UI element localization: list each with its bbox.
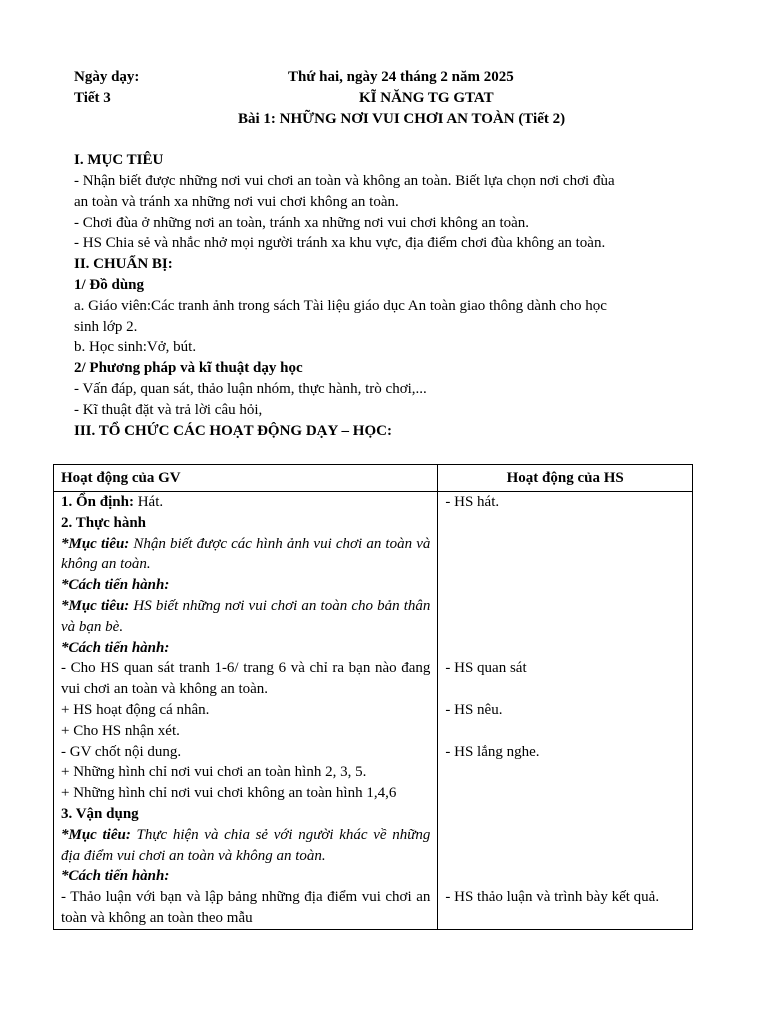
date-value: Thứ hai, ngày 24 tháng 2 năm 2025 [288, 69, 514, 85]
header-row-3 [74, 109, 694, 130]
lesson-title: Bài 1: NHỮNG NƠI VUI CHƠI AN TOÀN (Tiết 2) [238, 110, 566, 127]
section1-item: - Chơi đùa ở những nơi an toàn, tránh xa những nơi vui chơi không an toàn. [74, 214, 530, 231]
date-label: Ngày dạy: [74, 69, 140, 85]
gv-procedure-label: *Cách tiến hành: [61, 577, 170, 594]
col-header-hs: Hoạt động của HS [438, 465, 693, 492]
gv-procedure-label: *Cách tiến hành: [61, 868, 170, 885]
section2-title: II. CHUẨN BỊ: [74, 256, 173, 273]
section3-title: III. TỔ CHỨC CÁC HOẠT ĐỘNG DẠY – HỌC: [74, 422, 392, 439]
table-header-row [54, 465, 693, 492]
period-label: Tiết 3 [74, 89, 111, 106]
hs-activity: - HS lắng nghe. [445, 743, 540, 760]
gv-step-2: 2. Thực hành [61, 514, 147, 531]
gv-activity: + Những hình chỉ nơi vui chơi không an toàn hình 1,4,6 [61, 785, 397, 802]
gv-activity: - Cho HS quan sát tranh 1-6/ trang 6 và chỉ ra bạn nào đang vui chơi an toàn và không an toàn. [61, 660, 431, 698]
section1-title: I. MỤC TIÊU [74, 152, 164, 169]
gv-activities [54, 492, 438, 930]
gv-step-1: 1. Ổn định: Hát. [61, 494, 164, 510]
gv-objective-1: *Mục tiêu: Nhận biết được các hình ảnh vui chơi an toàn và không an toàn. [61, 535, 431, 573]
col-header-gv: Hoạt động của GV [54, 465, 438, 492]
gv-activity: + HS hoạt động cá nhân. [61, 701, 210, 718]
hs-activity: - HS nêu. [445, 701, 503, 718]
activity-table [53, 464, 693, 930]
section2-sub2-item: - Vấn đáp, quan sát, thảo luận nhóm, thực hành, trò chơi,... [74, 380, 427, 397]
gv-activity: + Cho HS nhận xét. [61, 722, 180, 739]
gv-activity: - GV chốt nội dung. [61, 743, 182, 760]
subject-title: KĨ NĂNG TG GTAT [359, 89, 494, 106]
lesson-document [74, 67, 694, 441]
header-row-2 [74, 88, 694, 109]
section2-sub2-item: - Kĩ thuật đặt và trả lời câu hỏi, [74, 401, 263, 418]
gv-objective-3: *Mục tiêu: Thực hiện và chia sẻ với người khác về những địa điểm vui chơi an toàn và không an toàn. [61, 826, 431, 864]
hs-activities [438, 492, 693, 930]
section2-sub1-item: b. Học sinh:Vở, bút. [74, 339, 197, 356]
section1-item: - HS Chia sẻ và nhắc nhở mọi người tránh xa khu vực, địa điểm chơi đùa không an toàn. [74, 235, 606, 252]
gv-objective-2: *Mục tiêu: HS biết những nơi vui chơi an toàn cho bản thân và bạn bè. [61, 597, 431, 635]
gv-procedure-label: *Cách tiến hành: [61, 639, 170, 656]
gv-activity: + Những hình chỉ nơi vui chơi an toàn hình 2, 3, 5. [61, 764, 367, 781]
hs-activity: - HS thảo luận và trình bày kết quả. [445, 889, 660, 906]
gv-activity: - Thảo luận với bạn và lập bảng những địa điểm vui chơi an toàn và không an toàn theo mẫu [61, 889, 431, 926]
section2-sub1-item: sinh lớp 2. [74, 318, 138, 335]
section2-sub1-item: a. Giáo viên:Các tranh ảnh trong sách Tài liệu giáo dục An toàn giao thông dành cho học [74, 297, 607, 314]
header-row-1 [74, 67, 694, 88]
hs-activity: - HS hát. [445, 494, 500, 510]
section1-item: an toàn và tránh xa những nơi vui chơi không an toàn. [74, 193, 399, 210]
section2-sub1: 1/ Đồ dùng [74, 276, 145, 293]
section1-item: - Nhận biết được những nơi vui chơi an toàn và không an toàn. Biết lựa chọn nơi chơi đùa [74, 172, 615, 189]
hs-activity: - HS quan sát [445, 660, 527, 677]
section2-sub2: 2/ Phương pháp và kĩ thuật dạy học [74, 360, 303, 377]
gv-step-3: 3. Vận dụng [61, 805, 139, 822]
table-row [54, 492, 693, 930]
